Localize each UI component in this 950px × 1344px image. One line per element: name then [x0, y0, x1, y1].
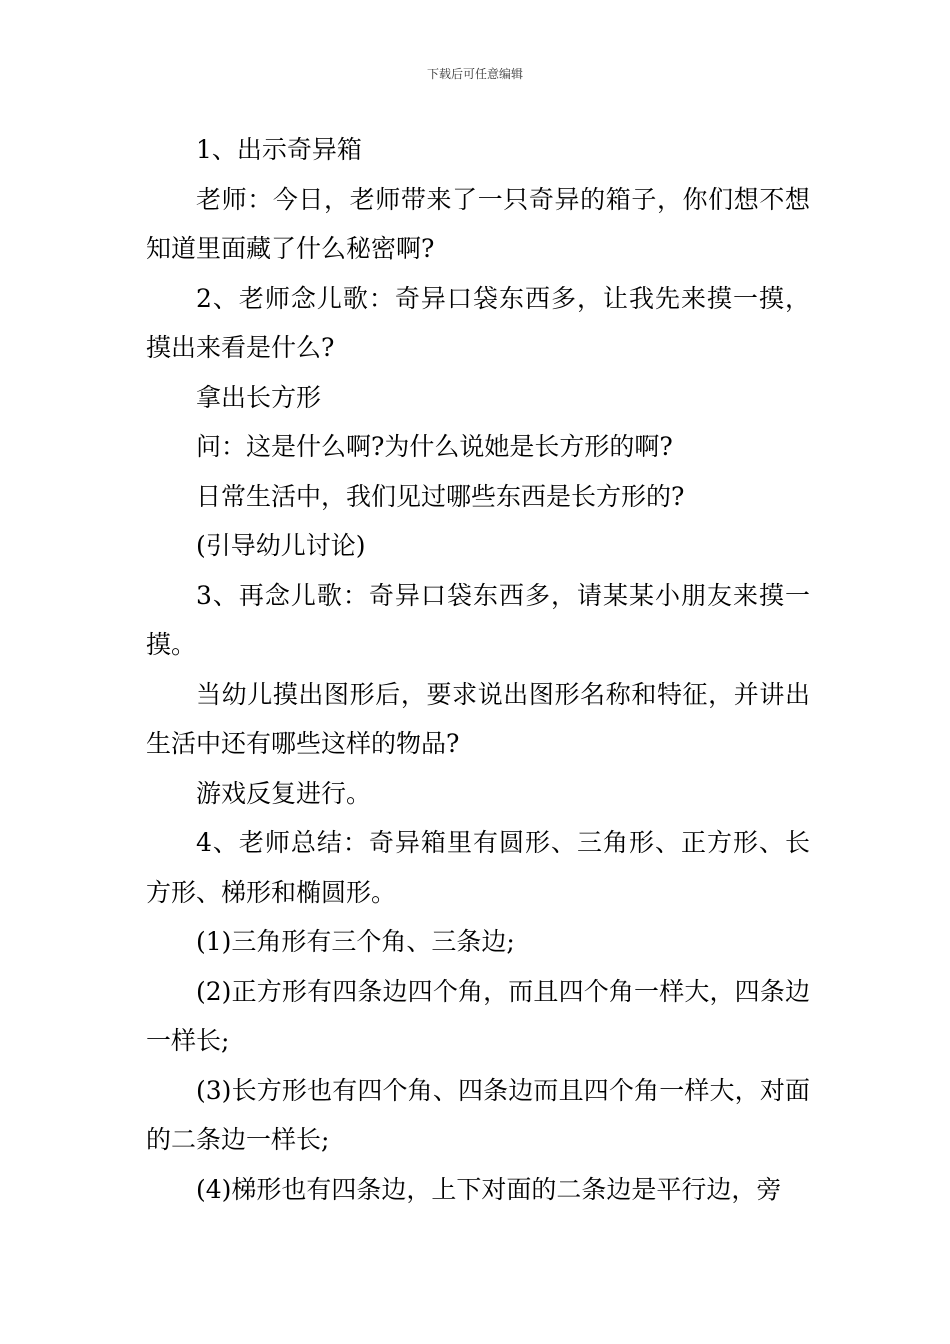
page-header: 下载后可任意编辑 [426, 67, 523, 81]
paragraph-rectangle: (3)长方形也有四个角、四条边而且四个角一样大，对面的二条边一样长; [146, 1075, 810, 1154]
paragraph-step-4: 4、老师总结：奇异箱里有圆形、三角形、正方形、长方形、梯形和椭圆形。 [146, 828, 810, 907]
paragraph-describe-shape: 当幼儿摸出图形后，要求说出图形名称和特征，并讲出生活中还有哪些这样的物品? [146, 679, 810, 758]
document-body [146, 125, 810, 1214]
paragraph-repeat-game: 游戏反复进行。 [196, 778, 372, 808]
paragraph-step-3: 3、再念儿歌：奇异口袋东西多，请某某小朋友来摸一摸。 [146, 580, 810, 659]
paragraph-step-1: 1、出示奇异箱 [196, 135, 362, 164]
paragraph-question: 问：这是什么啊?为什么说她是长方形的啊? [196, 432, 673, 461]
paragraph-guide-discussion: (引导幼儿讨论) [196, 531, 366, 560]
paragraph-trapezoid: (4)梯形也有四条边，上下对面的二条边是平行边，旁 [196, 1174, 782, 1204]
paragraph-square: (2)正方形有四条边四个角，而且四个角一样大，四条边一样长; [146, 976, 810, 1055]
paragraph-take-rectangle: 拿出长方形 [196, 382, 322, 412]
paragraph-teacher-intro: 老师：今日，老师带来了一只奇异的箱子，你们想不想知道里面藏了什么秘密啊? [146, 184, 810, 263]
paragraph-daily-life: 日常生活中，我们见过哪些东西是长方形的? [196, 481, 685, 511]
paragraph-triangle: (1)三角形有三个角、三条边; [196, 927, 515, 956]
paragraph-step-2: 2、老师念儿歌：奇异口袋东西多，让我先来摸一摸，摸出来看是什么? [146, 283, 810, 362]
